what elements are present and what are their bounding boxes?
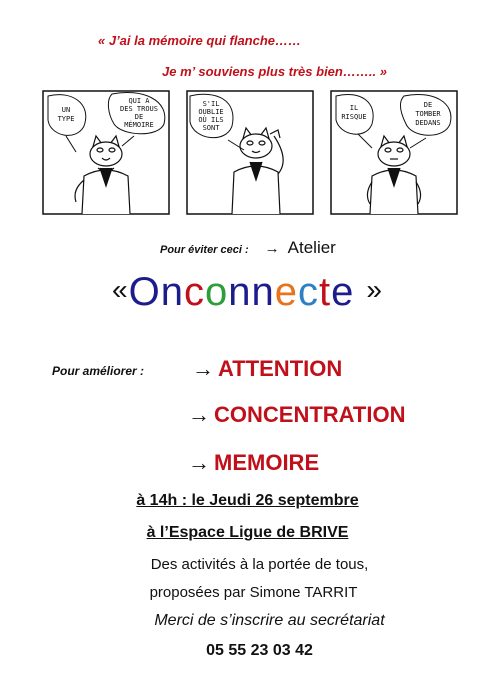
bubble-text: OUBLIE [198,108,224,116]
bubble-text: S'IL [202,100,220,108]
improve-item-concentration [188,402,405,428]
comic-strip [42,90,458,215]
comic-panel-2 [186,90,314,215]
brand-letter: n [228,270,252,314]
cat-cartoon-illustration [186,90,314,215]
bubble-text: SONT [202,124,220,132]
cat-cartoon-illustration [330,90,458,215]
bubble-text: DE [134,113,144,121]
intro-prefix: Pour éviter ceci : [160,244,249,256]
brand-letter: n [251,270,275,314]
improve-label: Pour améliorer : [52,364,145,378]
arrow-right-icon: → [264,240,280,257]
brand-letter: O [128,270,161,314]
intro-line [160,238,336,258]
quote-line-2: Je m’ souviens plus très bien…….. » [162,64,387,79]
bubble-text: TYPE [57,115,75,123]
event-time: à 14h : le Jeudi 26 septembre [136,492,359,509]
bubble-text: MÉMOIRE [124,121,154,129]
arrow-right-icon: → [188,450,210,475]
event-description-1: Des activités à la portée de tous, [150,556,369,573]
brand-letter: n [160,270,184,314]
arrow-right-icon: → [188,402,210,427]
atelier-label: Atelier [287,238,336,257]
brand-letter: t [319,270,332,314]
item-label: MEMOIRE [214,450,320,475]
bubble-text: IL [349,104,359,112]
bubble-text: RISQUE [341,113,367,121]
brand-letter: c [184,270,205,314]
bubble-text: OÙ ILS [198,116,224,124]
improve-item-attention [192,356,342,382]
open-guillemet: « [112,274,129,305]
brand-word [129,270,355,314]
close-guillemet: » [366,274,383,305]
bubble-text: DES TROUS [120,105,158,113]
brand-letter: o [205,270,229,314]
brand-letter: e [274,270,298,314]
bubble-text: UN [61,106,71,114]
signup-notice: Merci de s’inscrire au secrétariat [154,612,385,629]
brand-title [0,270,495,315]
brand-letter: e [331,270,355,314]
bubble-text: DEDANS [415,119,441,127]
quote-line-1: « J’ai la mémoire qui flanche…… [98,33,302,48]
bubble-text: DE [423,101,433,109]
comic-panel-3 [330,90,458,215]
arrow-right-icon: → [192,356,214,381]
bubble-text: QUI A [128,97,150,105]
item-label: CONCENTRATION [214,402,406,427]
phone-number: 05 55 23 03 42 [206,642,313,659]
item-label: ATTENTION [218,356,343,381]
cat-cartoon-illustration [42,90,170,215]
brand-letter: c [298,270,319,314]
bubble-text: TOMBER [415,110,441,118]
improve-item-memoire [188,450,319,476]
event-description-2: proposées par Simone TARRIT [149,584,358,601]
event-location: à l’Espace Ligue de BRIVE [146,524,349,541]
comic-panel-1 [42,90,170,215]
